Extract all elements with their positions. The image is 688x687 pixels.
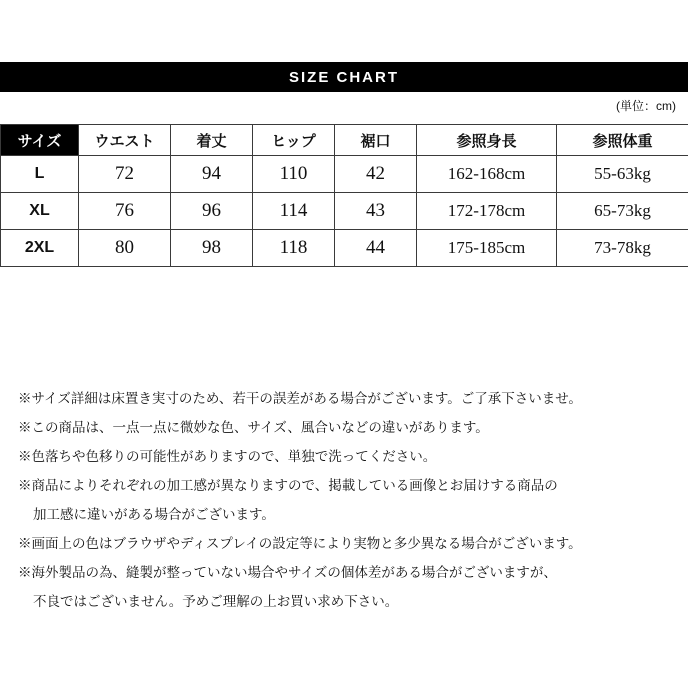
cell-height: 175-185cm bbox=[417, 230, 557, 267]
cell-weight: 65-73kg bbox=[557, 193, 688, 230]
page-title: SIZE CHART bbox=[289, 68, 399, 86]
column-header-length: 着丈 bbox=[171, 125, 253, 156]
cell-waist: 72 bbox=[79, 156, 171, 193]
cell-hip: 114 bbox=[253, 193, 335, 230]
cell-height: 172-178cm bbox=[417, 193, 557, 230]
unit-note: (単位：cm) bbox=[616, 99, 676, 113]
cell-hip: 118 bbox=[253, 230, 335, 267]
note-line: 不良ではございません。予めご理解の上お買い求め下さい。 bbox=[33, 594, 399, 609]
column-header-weight: 参照体重 bbox=[557, 125, 688, 156]
table-header bbox=[1, 125, 688, 156]
column-header-hem: 裾口 bbox=[335, 125, 417, 156]
size-chart-table bbox=[0, 124, 688, 267]
cell-hem: 44 bbox=[335, 230, 417, 267]
cell-size: 2XL bbox=[1, 230, 79, 267]
cell-waist: 80 bbox=[79, 230, 171, 267]
cell-size: L bbox=[1, 156, 79, 193]
cell-hip: 110 bbox=[253, 156, 335, 193]
cell-hem: 42 bbox=[335, 156, 417, 193]
column-header-size: サイズ bbox=[1, 125, 79, 156]
cell-length: 96 bbox=[171, 193, 253, 230]
notes-block bbox=[0, 370, 688, 616]
cell-weight: 55-63kg bbox=[557, 156, 688, 193]
cell-hem: 43 bbox=[335, 193, 417, 230]
note-line: ※この商品は、一点一点に微妙な色、サイズ、風合いなどの違いがあります。 bbox=[18, 420, 489, 435]
column-header-waist: ウエスト bbox=[79, 125, 171, 156]
table-header-row bbox=[1, 125, 688, 156]
table-body bbox=[1, 156, 688, 267]
cell-length: 94 bbox=[171, 156, 253, 193]
note-line: ※サイズ詳細は床置き実寸のため、若干の誤差がある場合がございます。ご了承下さいませ。 bbox=[18, 391, 582, 406]
cell-weight: 73-78kg bbox=[557, 230, 688, 267]
table-row bbox=[1, 193, 688, 230]
column-header-height: 参照身長 bbox=[417, 125, 557, 156]
note-line: 加工感に違いがある場合がございます。 bbox=[33, 507, 275, 522]
note-line: ※画面上の色はブラウザやディスプレイの設定等により実物と多少異なる場合がございます。 bbox=[18, 536, 582, 551]
table-row bbox=[1, 230, 688, 267]
column-header-hip: ヒップ bbox=[253, 125, 335, 156]
table-row bbox=[1, 156, 688, 193]
cell-height: 162-168cm bbox=[417, 156, 557, 193]
cell-size: XL bbox=[1, 193, 79, 230]
cell-length: 98 bbox=[171, 230, 253, 267]
note-line: ※商品によりそれぞれの加工感が異なりますので、掲載している画像とお届けする商品の bbox=[18, 478, 558, 493]
cell-waist: 76 bbox=[79, 193, 171, 230]
note-line: ※色落ちや色移りの可能性がありますので、単独で洗ってください。 bbox=[18, 449, 437, 464]
size-chart-title-bar bbox=[0, 62, 688, 92]
note-line: ※海外製品の為、縫製が整っていない場合やサイズの個体差がある場合がございますが、 bbox=[18, 565, 557, 580]
